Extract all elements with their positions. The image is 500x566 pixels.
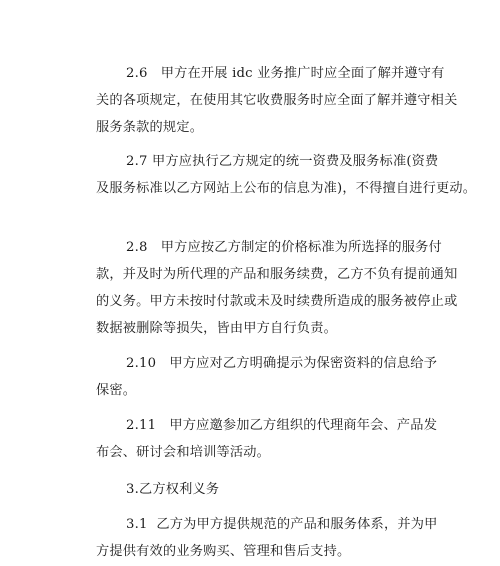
text-line: 关的各项规定，在使用其它收费服务时应全面了解并遵守相关 bbox=[96, 93, 458, 108]
text-line: 2.8 甲方应按乙方制定的价格标准为所选择的服务付 bbox=[126, 240, 442, 255]
text-line: 服务条款的规定。 bbox=[96, 120, 204, 135]
text-line: 数据被删除等损失，皆由甲方自行负责。 bbox=[96, 321, 337, 336]
text-line: 布会、研讨会和培训等活动。 bbox=[96, 445, 271, 460]
text-line: 方提供有效的业务购买、管理和售后支持。 bbox=[96, 544, 351, 559]
text-line: 2.10 甲方应对乙方明确提示为保密资料的信息给予 bbox=[126, 356, 438, 371]
text-line: 及服务标准以乙方网站上公布的信息为准)，不得擅自进行更动。 bbox=[96, 181, 477, 196]
text-line: 3.1 乙方为甲方提供规范的产品和服务体系，并为甲 bbox=[126, 517, 438, 532]
text-line: 2.6 甲方在开展 idc 业务推广时应全面了解并遵守有 bbox=[126, 66, 445, 81]
text-line: 2.7 甲方应执行乙方规定的统一资费及服务标准(资费 bbox=[126, 154, 439, 169]
section-heading: 3.乙方权利义务 bbox=[126, 482, 220, 497]
text-line: 2.11 甲方应邀参加乙方组织的代理商年会、产品发 bbox=[126, 418, 438, 433]
text-line: 保密。 bbox=[96, 383, 137, 398]
text-line: 款，并及时为所代理的产品和服务续费，乙方不负有提前通知 bbox=[96, 267, 458, 282]
text-line: 的义务。甲方未按时付款或未及时续费所造成的服务被停止或 bbox=[96, 294, 458, 309]
